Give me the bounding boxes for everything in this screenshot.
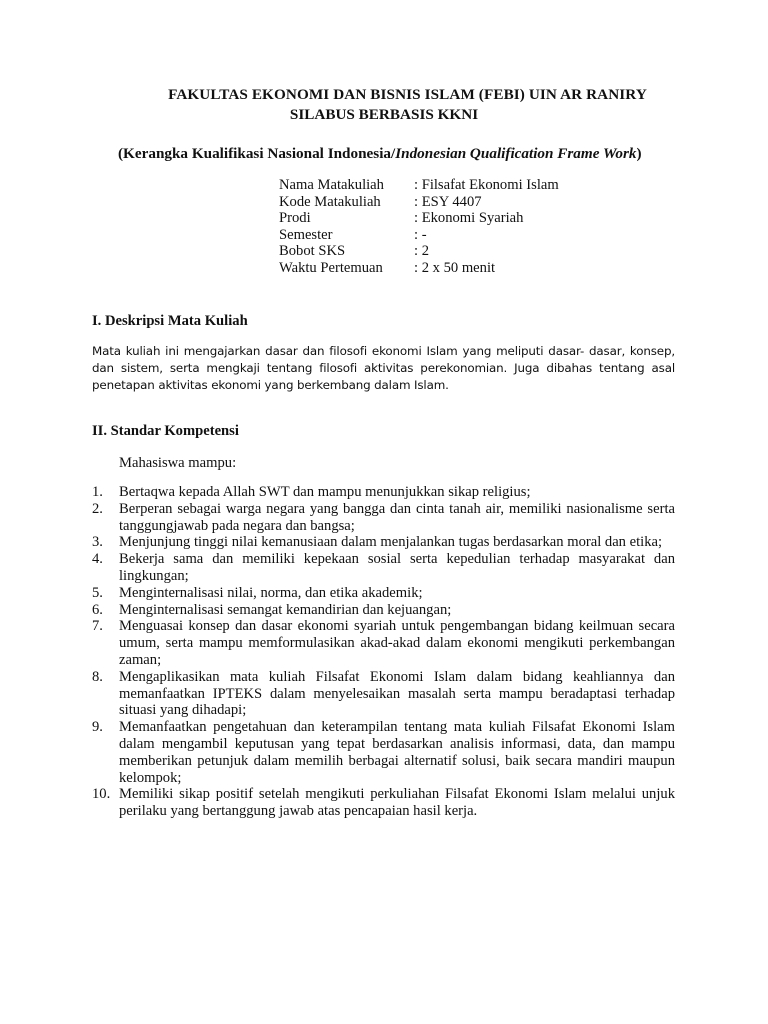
list-item-number: 4. bbox=[92, 551, 103, 568]
list-item-text: Berperan sebagai warga negara yang bangga dan cinta tanah air, memiliki nasionalisme serta tanggungjawab pada negara dan bangsa; bbox=[119, 500, 675, 534]
course-info-label: Waktu Pertemuan bbox=[279, 259, 383, 276]
list-item-text: Menguasai konsep dan dasar ekonomi syariah untuk pengembangan bidang keilmuan secara umum, serta mampu memformulasikan akad-akad dalam ekonomi mengikuti perkembangan zaman; bbox=[119, 618, 675, 668]
course-info-label: Kode Matakuliah bbox=[279, 193, 381, 210]
course-info-label: Nama Matakuliah bbox=[279, 177, 384, 193]
list-item bbox=[92, 669, 675, 719]
course-info-value: : 2 bbox=[414, 243, 429, 260]
list-item-text: Memiliki sikap positif setelah mengikuti perkuliahan Filsafat Ekonomi Islam melalui unjuk perilaku yang bertanggung jawab atas pencapaian hasil kerja. bbox=[119, 786, 675, 820]
list-item bbox=[92, 501, 675, 535]
course-info-value: : Ekonomi Syariah bbox=[414, 210, 524, 227]
list-item-number: 10. bbox=[92, 786, 111, 803]
course-info-table bbox=[279, 177, 559, 277]
course-info-label: Semester bbox=[279, 226, 333, 243]
list-item-number: 5. bbox=[92, 584, 103, 601]
list-item-text: Menginternalisasi nilai, norma, dan etika akademik; bbox=[119, 584, 423, 601]
section-heading-competency: II. Standar Kompetensi bbox=[92, 423, 239, 439]
list-item-number: 3. bbox=[92, 534, 103, 551]
course-info-row bbox=[279, 177, 559, 194]
course-info-row bbox=[279, 243, 559, 260]
list-item-number: 6. bbox=[92, 601, 103, 618]
course-info-label: Bobot SKS bbox=[279, 243, 346, 260]
list-item bbox=[92, 585, 675, 602]
course-description: Mata kuliah ini mengajarkan dasar dan filosofi ekonomi Islam yang meliputi dasar- dasar, konsep, dan sistem, serta mengkaji tentang filosofi aktivitas perekonomian. Juga dibahas tentang asal penetapan aktivitas ekonomi yang berkembang dalam Islam. bbox=[92, 344, 675, 392]
course-info-value: : - bbox=[414, 226, 427, 243]
course-info-label: Prodi bbox=[279, 210, 311, 227]
course-info-value: : Filsafat Ekonomi Islam bbox=[414, 177, 559, 193]
framework-subtitle bbox=[118, 145, 642, 163]
course-info-value: : ESY 4407 bbox=[414, 193, 482, 210]
list-item bbox=[92, 719, 675, 786]
framework-prefix: (Kerangka Kualifikasi Nasional Indonesia/ bbox=[118, 145, 396, 162]
course-info-row bbox=[279, 210, 559, 227]
list-item bbox=[92, 602, 675, 619]
course-info-row bbox=[279, 227, 559, 244]
list-item-text: Menginternalisasi semangat kemandirian dan kejuangan; bbox=[119, 601, 452, 618]
framework-suffix: ) bbox=[636, 145, 642, 162]
list-item-number: 8. bbox=[92, 668, 103, 685]
list-item-number: 9. bbox=[92, 719, 103, 736]
faculty-title: FAKULTAS EKONOMI DAN BISNIS ISLAM (FEBI) UIN AR RANIRY bbox=[168, 86, 647, 103]
course-info-row bbox=[279, 260, 559, 277]
list-item-text: Memanfaatkan pengetahuan dan keterampilan tentang mata kuliah Filsafat Ekonomi Islam dalam mengambil keputusan yang tepat berdasarkan analisis informasi, data, dan mampu memberikan petunjuk dalam memilih berbagai alternatif solusi, baik secara mandiri maupun kelompok; bbox=[119, 719, 675, 786]
competency-intro: Mahasiswa mampu: bbox=[119, 455, 237, 471]
list-item-number: 7. bbox=[92, 618, 103, 635]
list-item bbox=[92, 534, 675, 551]
course-info-row bbox=[279, 194, 559, 211]
syllabus-title: SILABUS BERBASIS KKNI bbox=[289, 106, 479, 123]
list-item-text: Bertaqwa kepada Allah SWT dan mampu menunjukkan sikap religius; bbox=[119, 484, 531, 500]
competency-list bbox=[92, 484, 675, 820]
framework-italic: Indonesian Qualification Frame Work bbox=[395, 145, 637, 162]
list-item bbox=[92, 551, 675, 585]
list-item-number: 2. bbox=[92, 500, 103, 517]
section-heading-description: I. Deskripsi Mata Kuliah bbox=[92, 313, 248, 329]
list-item-text: Mengaplikasikan mata kuliah Filsafat Ekonomi Islam dalam bidang keahliannya dan memanfaatkan IPTEKS dalam menyelesaikan masalah serta mampu beradaptasi terhadap situasi yang dihadapi; bbox=[119, 668, 675, 719]
course-info-value: : 2 x 50 menit bbox=[414, 259, 496, 276]
list-item-number: 1. bbox=[92, 484, 103, 500]
list-item bbox=[92, 618, 675, 668]
list-item bbox=[92, 484, 675, 501]
list-item bbox=[92, 786, 675, 820]
list-item-text: Menjunjung tinggi nilai kemanusiaan dalam menjalankan tugas berdasarkan moral dan etika; bbox=[119, 534, 663, 551]
list-item-text: Bekerja sama dan memiliki kepekaan sosial serta kepedulian terhadap masyarakat dan lingkungan; bbox=[119, 551, 675, 584]
